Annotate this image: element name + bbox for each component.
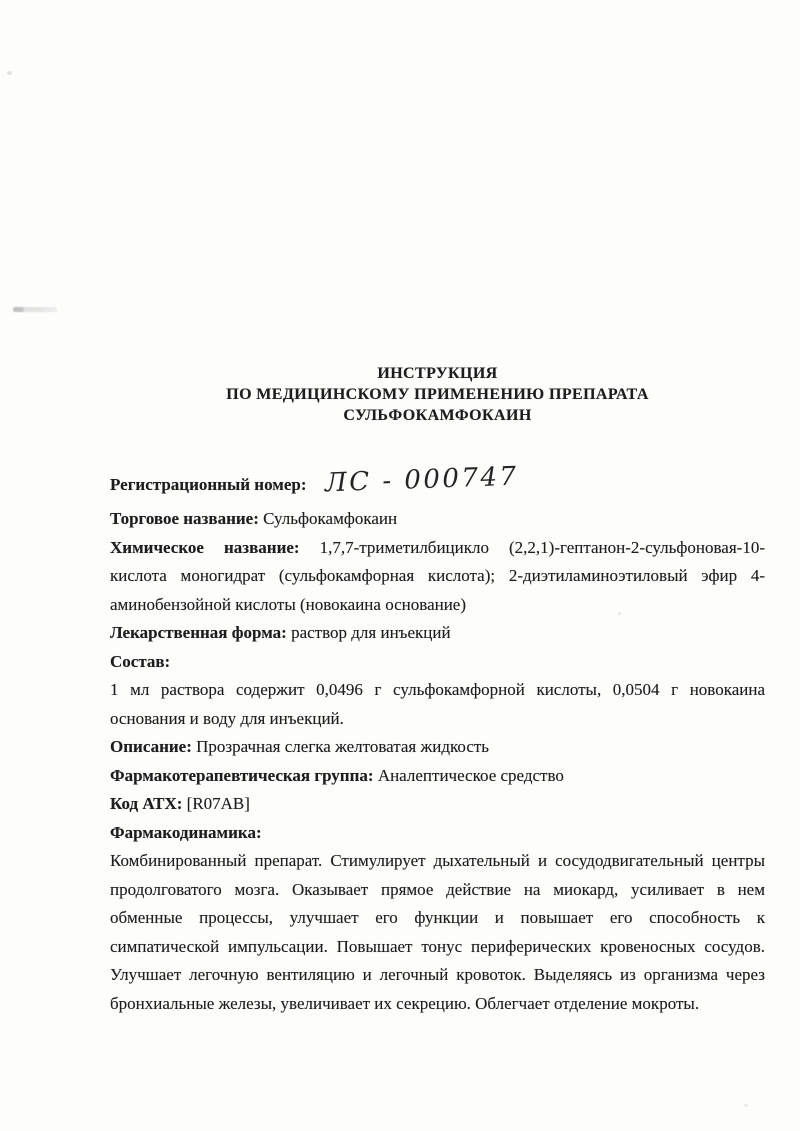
dosage-form-label: Лекарственная форма:	[110, 623, 287, 642]
pharmacodynamics-text: Комбинированный препарат. Стимулирует дыхательный и сосудодвигательный центры продолговатого мозга. Оказывает прямое действие на миокард, усиливает в нем обменные процессы, улучшает его функции и повышает его способность к симпатической импульсации. Повышает тонус периферических кровеносных сосудов. Улучшает легочную вентиляцию и легочный кровоток. Выделяясь из организма через бронхиальные железы, увеличивает их секрецию. Облегчает отделение мокроты.	[110, 851, 765, 1013]
dosage-form-row	[110, 619, 765, 648]
title-line-medical-use: ПО МЕДИЦИНСКОМУ ПРИМЕНЕНИЮ ПРЕПАРАТА	[226, 386, 649, 403]
atc-code-value: [R07AB]	[186, 794, 250, 813]
trade-name-label: Торговое название:	[110, 509, 259, 528]
trade-name-value: Сульфокамфокаин	[263, 509, 398, 528]
title-line-drug-name: СУЛЬФОКАМФОКАИН	[343, 407, 532, 424]
scan-speck	[7, 71, 12, 75]
description-row	[110, 733, 765, 762]
description-value: Прозрачная слегка желтоватая жидкость	[196, 737, 490, 756]
atc-code-row	[110, 790, 765, 819]
registration-number-row	[110, 461, 765, 505]
scan-smudge	[13, 307, 57, 312]
atc-code-label: Код АТХ:	[110, 794, 183, 813]
chemical-name-row	[110, 534, 765, 620]
pharm-group-value: Аналептическое средство	[377, 765, 564, 785]
trade-name-row	[110, 505, 765, 534]
registration-number-handwritten-value: ЛС - 000747	[324, 461, 519, 499]
document-content	[110, 363, 765, 1018]
chemical-name-value: 1,7,7-триметилбицикло (2,2,1)-гептанон-2-сульфоновая-10-кислота моногидрат (сульфокамфорная кислота); 2-диэтиламиноэтиловый эфир 4-аминобензойной кислоты (новокаина основание)	[110, 537, 765, 614]
description-label: Описание:	[110, 737, 192, 756]
composition-text: 1 мл раствора содержит 0,0496 г сульфокамфорной кислоты, 0,0504 г новокаина основания и воду для инъекций.	[110, 680, 765, 728]
chemical-name-label: Химическое название:	[110, 537, 300, 557]
dosage-form-value: раствор для инъекций	[291, 623, 451, 642]
composition-heading	[110, 648, 765, 677]
title-line-instruction: ИНСТРУКЦИЯ	[377, 365, 498, 382]
pharmacodynamics-heading	[110, 819, 765, 848]
registration-number-label: Регистрационный номер:	[110, 475, 307, 494]
composition-label: Состав:	[110, 651, 171, 671]
pharm-group-label: Фармакотерапевтическая группа:	[110, 765, 374, 785]
pharm-group-row	[110, 762, 765, 791]
pharmacodynamics-label: Фармакодинамика:	[110, 822, 262, 842]
scan-speck	[744, 1104, 748, 1107]
document-title	[110, 363, 765, 426]
